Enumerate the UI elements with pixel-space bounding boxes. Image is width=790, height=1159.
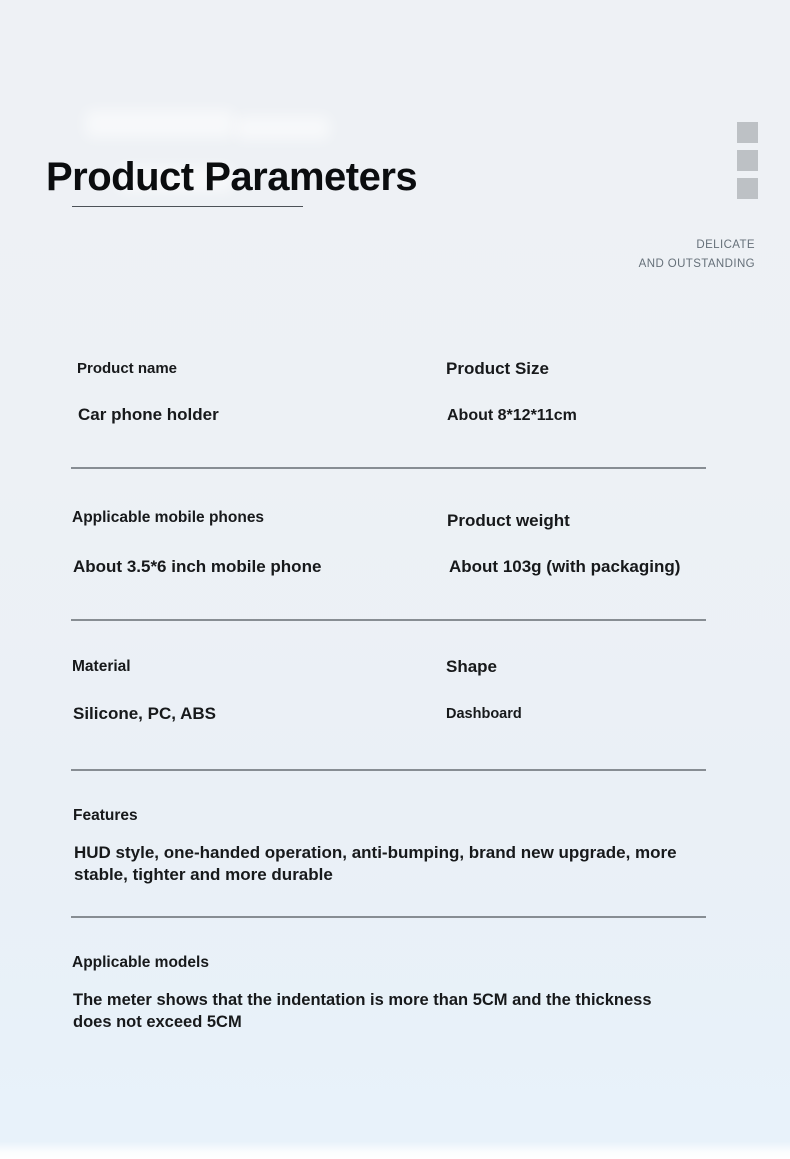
square-icon [737, 178, 758, 199]
title-underline [72, 206, 303, 207]
spec-label-applicable-phones: Applicable mobile phones [72, 509, 265, 526]
spec-label-material: Material [72, 658, 131, 675]
spec-label-applicable-models: Applicable models [72, 954, 209, 971]
spec-value-applicable-phones: About 3.5*6 inch mobile phone [73, 557, 322, 576]
tagline [639, 236, 755, 274]
title-watermark [85, 110, 235, 138]
decorative-squares [737, 122, 758, 206]
spec-value-features: HUD style, one-handed operation, anti-bumping, brand new upgrade, more stable, tighter and more durable [74, 843, 677, 884]
spec-value-material: Silicone, PC, ABS [73, 704, 216, 723]
spec-value-shape: Dashboard [446, 706, 522, 722]
spec-label-product-size: Product Size [446, 359, 549, 378]
spec-value-applicable-models: The meter shows that the indentation is more than 5CM and the thickness does not exceed 5CM [73, 991, 652, 1031]
spec-label-shape: Shape [446, 657, 498, 676]
spec-label-features: Features [73, 807, 138, 824]
row-divider [71, 467, 706, 469]
square-icon [737, 150, 758, 171]
spec-value-product-name: Car phone holder [78, 405, 219, 424]
square-icon [737, 122, 758, 143]
page-title: Product Parameters [46, 154, 418, 199]
row-divider [71, 916, 706, 918]
tagline-line2: AND OUTSTANDING [638, 258, 755, 270]
title-watermark [235, 116, 330, 140]
row-divider [71, 619, 706, 621]
spec-value-product-size: About 8*12*11cm [447, 407, 577, 424]
spec-label-product-name: Product name [77, 360, 178, 377]
row-divider [71, 769, 706, 771]
tagline-line1: DELICATE [696, 239, 755, 251]
spec-label-product-weight: Product weight [447, 511, 570, 530]
spec-value-product-weight: About 103g (with packaging) [449, 557, 681, 576]
